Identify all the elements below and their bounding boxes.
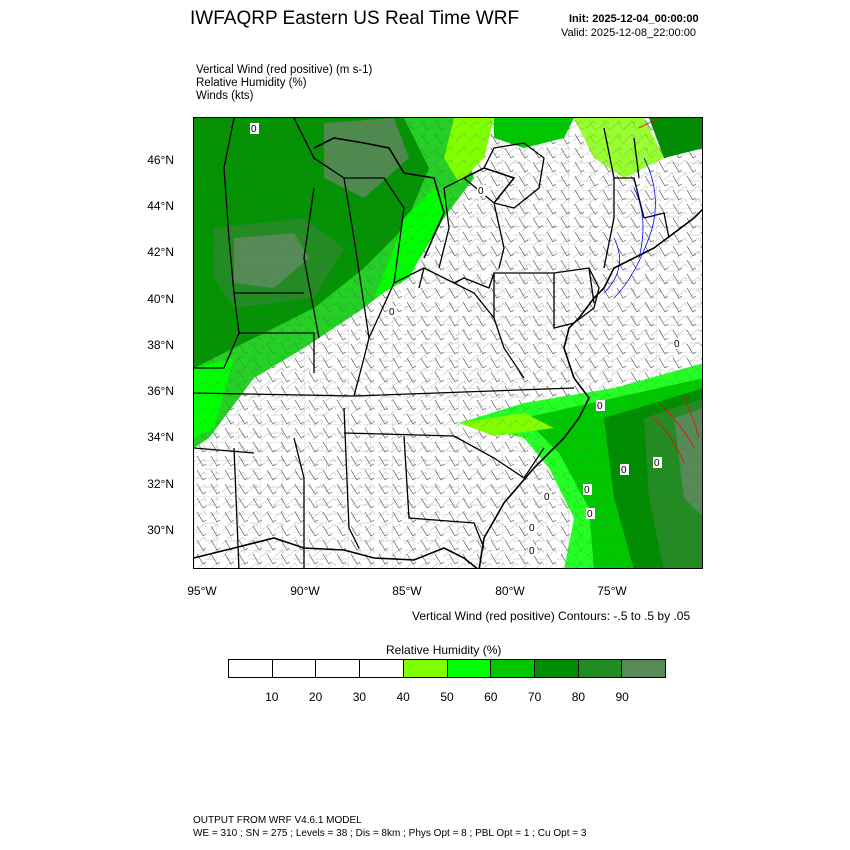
colorbar-swatch [448,660,492,677]
valid-time: Valid: 2025-12-08_22:00:00 [561,27,696,39]
lat-label: 32°N [147,477,174,491]
contour-label: 0 [389,307,395,318]
colorbar-swatch [535,660,579,677]
colorbar-swatch [404,660,448,677]
contour-label: 0 [674,339,680,350]
chart-title: IWFAQRP Eastern US Real Time WRF [190,8,520,29]
colorbar-title: Relative Humidity (%) [386,643,502,657]
colorbar-swatch [360,660,404,677]
contour-label: 0 [597,401,603,412]
contour-label: 0 [529,546,535,557]
lat-label: 42°N [147,245,174,259]
contour-label: 0 [544,492,550,503]
colorbar-label: 10 [265,690,279,704]
field-relative-humidity: Relative Humidity (%) [196,77,307,89]
lat-label: 44°N [147,199,174,213]
lat-label: 36°N [147,384,174,398]
field-winds: Winds (kts) [196,90,254,102]
lon-label: 85°W [392,584,422,598]
contour-label: 0 [584,485,590,496]
init-time: Init: 2025-12-04_00:00:00 [569,13,699,25]
contour-label: 0 [621,465,627,476]
colorbar [228,659,666,678]
colorbar-swatch [491,660,535,677]
colorbar-swatch [273,660,317,677]
map-canvas [194,118,703,569]
lat-label: 46°N [147,153,174,167]
colorbar-label: 40 [396,690,410,704]
lon-label: 75°W [597,584,627,598]
contour-label: 0 [654,458,660,469]
contour-label: 0 [251,124,257,135]
footer-config-line: WE = 310 ; SN = 275 ; Levels = 38 ; Dis = 8km ; Phys Opt = 8 ; PBL Opt = 1 ; Cu Opt = 3 [193,828,587,839]
map-plot-area [193,117,703,569]
contour-label: 0 [478,186,484,197]
colorbar-swatch [622,660,665,677]
lon-label: 95°W [187,584,217,598]
colorbar-label: 90 [615,690,629,704]
field-vertical-wind: Vertical Wind (red positive) (m s-1) [196,64,373,76]
colorbar-swatch [316,660,360,677]
footer-model-line: OUTPUT FROM WRF V4.6.1 MODEL [193,815,362,826]
lon-label: 90°W [290,584,320,598]
lat-label: 34°N [147,430,174,444]
colorbar-label: 20 [308,690,323,704]
lat-label: 30°N [147,523,174,537]
colorbar-label: 80 [571,690,586,704]
lat-label: 38°N [147,338,174,352]
contour-label: 0 [529,523,535,534]
colorbar-label: 30 [352,690,367,704]
lon-label: 80°W [495,584,525,598]
contour-note: Vertical Wind (red positive) Contours: -.5 to .5 by .05 [412,609,691,623]
colorbar-swatch [229,660,273,677]
colorbar-label: 50 [440,690,454,704]
lat-label: 40°N [147,292,174,306]
contour-label: 0 [587,509,593,520]
colorbar-label: 60 [484,690,498,704]
colorbar-label: 70 [527,690,542,704]
colorbar-swatch [579,660,623,677]
